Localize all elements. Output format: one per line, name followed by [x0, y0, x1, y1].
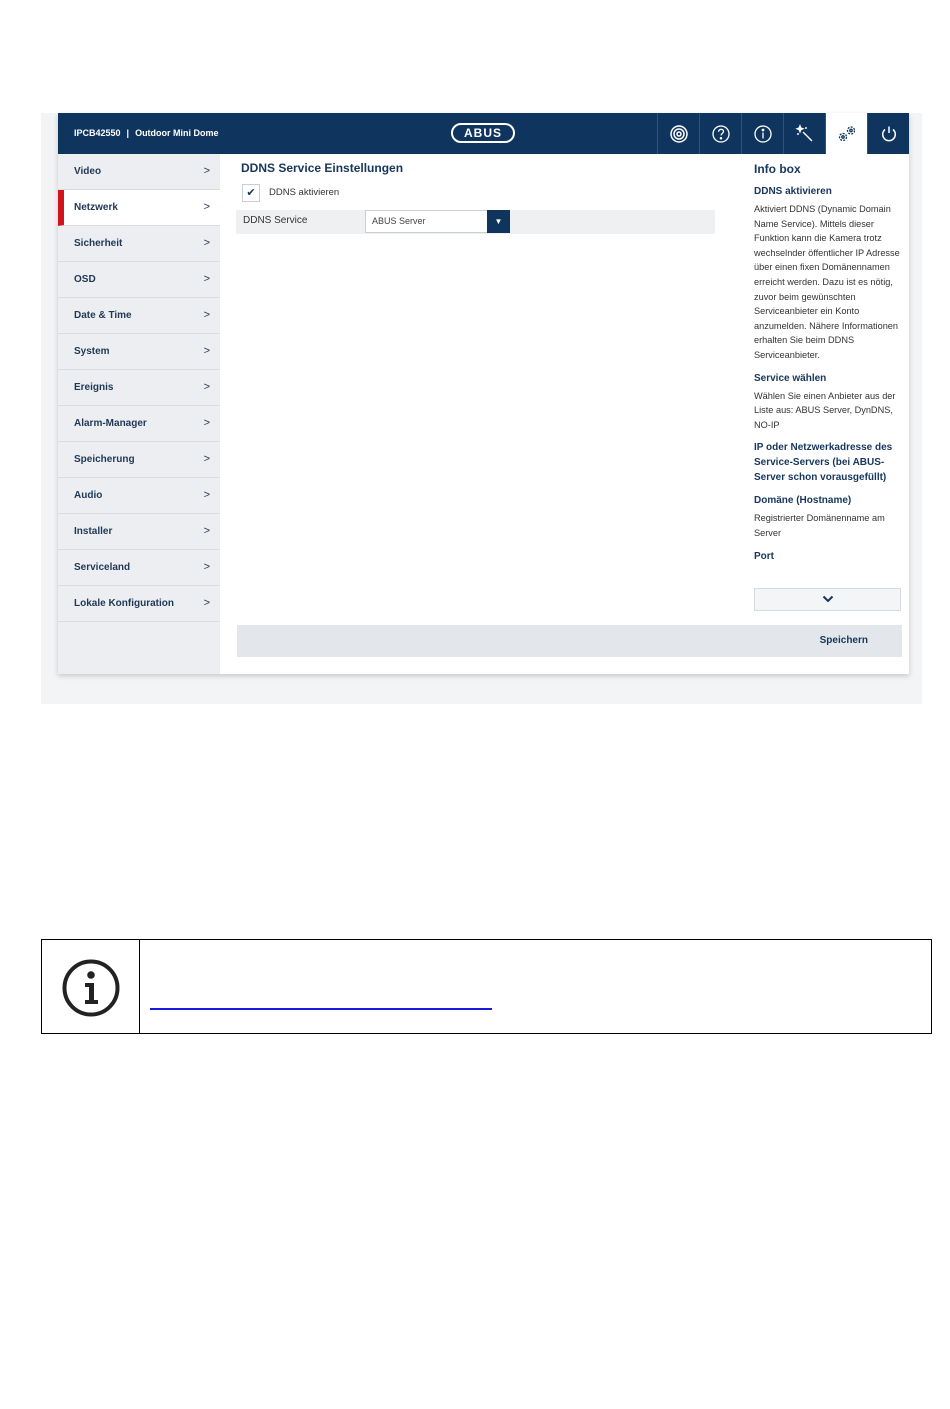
sidebar-item-speicherung[interactable] — [58, 442, 220, 478]
chevron-right-icon: > — [203, 561, 210, 573]
sidebar-item-label: Date & Time — [74, 310, 132, 321]
info-box-title: Info box — [754, 162, 801, 176]
info-text: Aktiviert DDNS (Dynamic Domain Name Service). Mittels dieser Funktion kann die Kamera trotz wechselnder öffentlicher IP Adresse über einen fixen Domänennamen erreicht werden. Dazu ist es nötig, zuvor beim gewünschten Serviceanbieter ein Konto anzumelden. Nähere Informationen erhalten Sie beim DDNS Serviceanbieter. — [754, 204, 900, 360]
sidebar-item-label: OSD — [74, 274, 96, 285]
chevron-right-icon: > — [203, 165, 210, 177]
note-hyperlink[interactable] — [150, 996, 492, 1010]
ddns-service-row — [236, 210, 715, 234]
chevron-right-icon: > — [203, 309, 210, 321]
chevron-right-icon: > — [203, 273, 210, 285]
info-heading: DDNS aktivieren — [754, 186, 832, 197]
power-icon — [879, 124, 899, 144]
info-text: Registrierter Domänenname am Server — [754, 513, 885, 538]
wizard-icon — [795, 124, 815, 144]
sidebar-item-label: Audio — [74, 490, 103, 501]
info-circle-icon — [62, 959, 120, 1017]
ddns-service-value: ABUS Server — [372, 216, 426, 226]
sidebar-item-netzwerk[interactable] — [58, 190, 220, 226]
info-heading: Domäne (Hostname) — [754, 495, 852, 507]
ddns-enable-checkbox[interactable]: ✔ — [242, 184, 260, 202]
live-view-icon — [669, 124, 689, 144]
title-separator: | — [126, 128, 130, 138]
sidebar-item-label: Lokale Konfiguration — [74, 598, 174, 609]
settings-icon — [837, 124, 857, 144]
ddns-service-label: DDNS Service — [243, 215, 308, 226]
ddns-enable-label: DDNS aktivieren — [269, 187, 340, 198]
sidebar-item-sicherheit[interactable] — [58, 226, 220, 262]
sidebar-item-serviceland[interactable] — [58, 550, 220, 586]
sidebar-item-date-time[interactable] — [58, 298, 220, 334]
device-model: IPCB42550 — [74, 128, 121, 138]
note-box — [41, 939, 932, 1034]
section-title: DDNS Service Einstellungen — [241, 161, 404, 175]
sidebar-item-installer[interactable] — [58, 514, 220, 550]
sidebar-item-alarm-manager[interactable] — [58, 406, 220, 442]
app-window — [58, 113, 909, 674]
sidebar-item-label: Serviceland — [74, 562, 131, 573]
chevron-right-icon: > — [203, 201, 210, 213]
sidebar-item-video[interactable] — [58, 154, 220, 190]
info-heading: IP oder Netzwerkadresse des Service-Servers (bei ABUS-Server schon vorausgefüllt) — [754, 442, 893, 484]
ddns-service-select[interactable] — [365, 210, 510, 233]
info-box — [754, 154, 904, 614]
info-heading: Service wählen — [754, 372, 827, 384]
toolbar-icons — [657, 113, 909, 154]
chevron-right-icon: > — [203, 525, 210, 537]
info-icon — [753, 124, 773, 144]
wizard-button[interactable] — [783, 113, 825, 154]
chevron-right-icon: > — [203, 597, 210, 609]
chevron-right-icon: > — [203, 237, 210, 249]
save-button[interactable]: Speichern — [820, 625, 868, 657]
abus-logo: ABUS — [451, 123, 515, 143]
sidebar-item-label: Speicherung — [74, 454, 135, 465]
info-text: Wählen Sie einen Anbieter aus der Liste aus: ABUS Server, DynDNS, NO-IP — [754, 390, 896, 430]
device-name: Outdoor Mini Dome — [135, 128, 219, 138]
chevron-right-icon: > — [203, 381, 210, 393]
info-scroll-down-button[interactable] — [754, 588, 901, 611]
sidebar-item-audio[interactable] — [58, 478, 220, 514]
chevron-down-icon — [822, 595, 834, 603]
info-button[interactable] — [741, 113, 783, 154]
sidebar-item-osd[interactable] — [58, 262, 220, 298]
sidebar-item-label: Ereignis — [74, 382, 114, 393]
sidebar-item-label: System — [74, 346, 110, 357]
sidebar-item-system[interactable] — [58, 334, 220, 370]
device-title — [74, 113, 219, 154]
sidebar-item-ereignis[interactable] — [58, 370, 220, 406]
dropdown-arrow-icon[interactable]: ▼ — [487, 210, 510, 233]
top-bar — [58, 113, 909, 154]
sidebar-item-label: Video — [74, 166, 102, 177]
chevron-right-icon: > — [203, 417, 210, 429]
chevron-right-icon: > — [203, 489, 210, 501]
help-button[interactable] — [699, 113, 741, 154]
chevron-right-icon: > — [203, 345, 210, 357]
save-bar — [237, 625, 902, 657]
sidebar-item-label: Alarm-Manager — [74, 418, 147, 429]
sidebar-item-lokale-konfiguration[interactable] — [58, 586, 220, 622]
settings-button[interactable] — [825, 113, 867, 154]
help-icon — [711, 124, 731, 144]
note-icon-cell — [42, 940, 140, 1033]
logout-button[interactable] — [867, 113, 909, 154]
live-view-button[interactable] — [657, 113, 699, 154]
sidebar-item-label: Installer — [74, 526, 113, 537]
chevron-right-icon: > — [203, 453, 210, 465]
sidebar-item-label: Netzwerk — [74, 202, 118, 213]
sidebar-item-label: Sicherheit — [74, 238, 123, 249]
ddns-enable-row — [242, 182, 682, 204]
sidebar-nav — [58, 154, 220, 674]
info-heading: Port — [754, 550, 774, 562]
